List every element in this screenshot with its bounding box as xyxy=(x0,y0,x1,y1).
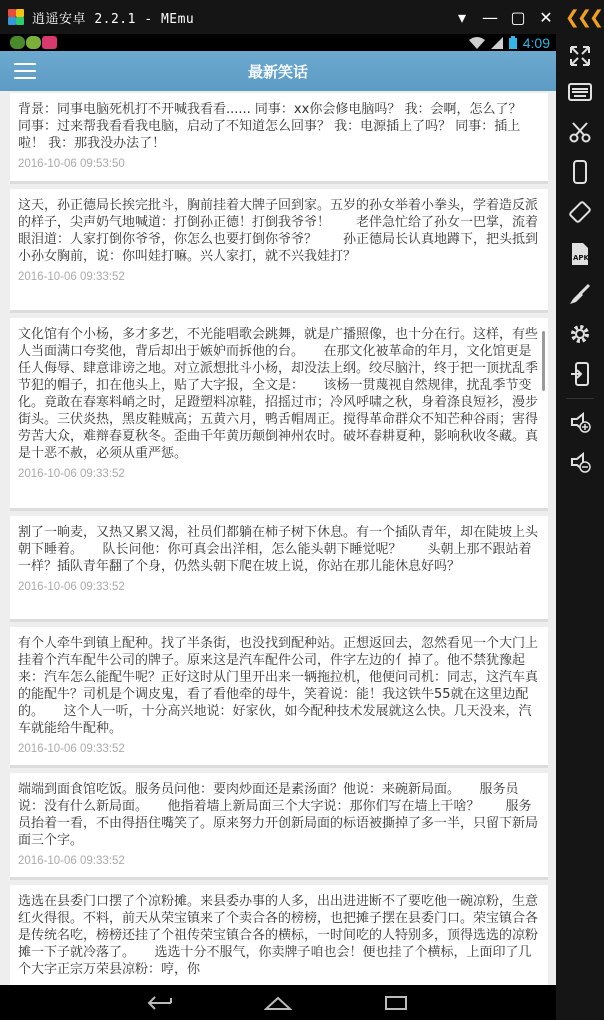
shake-icon[interactable] xyxy=(564,156,596,188)
page-title: 最新笑话 xyxy=(247,62,308,81)
maximize-icon[interactable]: ▢ xyxy=(510,7,526,27)
battery-icon xyxy=(509,36,517,49)
app-bar xyxy=(0,51,556,91)
back-icon[interactable] xyxy=(140,991,180,1015)
notification-app-icon xyxy=(10,36,25,49)
hamburger-menu-icon[interactable] xyxy=(12,60,38,82)
broom-icon[interactable] xyxy=(564,278,596,310)
apk-install-icon[interactable] xyxy=(564,238,596,270)
joke-card[interactable] xyxy=(10,885,548,985)
joke-text: 这天，孙正德局长挨完批斗，胸前挂着大牌子回到家。五岁的孙女举着小拳头，学着造反派的样子，尖声奶气地喊道：打倒孙正德！打倒我爷爷！ 老伴急忙给了孙女一巴掌，流着眼泪道：人家打倒你爷爷，你怎么也要打倒你爷爷？ 孙正德局长认真地蹲下，把头抵到小孙女胸前，说：你叫娃打嘛。兴人家打，就不兴我娃打？ xyxy=(18,198,539,264)
notification-app-icon xyxy=(26,36,41,49)
minimize-icon[interactable]: — xyxy=(482,7,498,27)
joke-timestamp: 2016-10-06 09:53:50 xyxy=(18,158,125,170)
emulator-titlebar xyxy=(0,0,604,34)
joke-card[interactable] xyxy=(10,318,548,511)
joke-text: 割了一晌麦，又热又累又渴，社员们都躺在柿子树下休息。有一个插队青年，却在陡坡上头朝下睡着。 队长问他：你可真会出洋相，怎么能头朝下睡觉呢？ 头朝上那不跟站着一样？插队青年翻了个身，仍然头朝下爬在坡上说，你站在那儿能休息好吗？ xyxy=(18,525,539,574)
joke-list[interactable] xyxy=(0,91,556,985)
collapse-sidebar-icon[interactable]: ❮❮❮ xyxy=(564,6,602,28)
emulator-toolbar xyxy=(556,34,604,1020)
scrollbar[interactable] xyxy=(542,331,545,391)
file-transfer-icon[interactable] xyxy=(564,358,596,390)
settings-icon[interactable] xyxy=(564,318,596,350)
wifi-icon xyxy=(469,37,485,49)
signal-icon xyxy=(491,37,503,49)
joke-text: 文化馆有个小杨，多才多艺，不光能唱歌会跳舞，就是广播照像，也十分在行。这样，有些人当面满口夸奖他，背后却出于嫉妒而拆他的台。 在那文化被革命的年月，文化馆更是任人侮辱、肆意诽谤之地。对立派想批斗小杨，却没法上纲。绞尽脑汁，终于把一顶扰乱季节犯的帽子，扣在他头上，贴了大字报，全文是： 该杨一贯蔑视自然规律，扰乱季节变化。竟敢在春寒料峭之时，足蹬塑料凉鞋，招摇过市；冷风呼啸之秋，身着涤良短衫，漫步街头。三伏炎热，黑皮鞋贼高；五黄六月，鸭舌帽周正。搅得革命群众不知芒种谷雨；害得劳苦大众，难辩春夏秋冬。歪曲千年黄历颠倒神州农时。破坏春耕夏种，影响秋收冬藏。真是十恶不赦，必须从重严惩。 xyxy=(18,327,539,461)
joke-timestamp: 2016-10-06 09:33:52 xyxy=(18,855,125,867)
joke-text: 有个人牵牛到镇上配种。找了半条街，也没找到配种站。正想返回去，忽然看见一个大门上挂着个汽车配牛公司的牌子。原来这是汽车配件公司，件字左边的亻掉了。他不禁犹豫起来：汽车怎么能配牛呢？正好这时从门里开出来一辆拖拉机，他便问司机：同志，这汽车真的能配牛？司机是个调皮鬼，看了看他牵的母牛，笑着说：能！我这铁牛55就在这里边配的。 这个人一听，十分高兴地说：好家伙，如今配种技术发展就这么快。几天没来，汽车就能给牛配种。 xyxy=(18,636,539,736)
volume-up-icon[interactable] xyxy=(564,406,596,438)
emulator-title: 逍遥安卓 2.2.1 - MEmu xyxy=(32,11,195,27)
svg-text:APK: APK xyxy=(573,254,589,262)
joke-timestamp: 2016-10-06 09:33:52 xyxy=(18,581,125,593)
joke-timestamp: 2016-10-06 09:33:52 xyxy=(18,468,125,480)
keyboard-icon[interactable] xyxy=(564,76,596,108)
joke-text: 背景：同事电脑死机打不开喊我看看...... 同事：xx你会修电脑吗？ 我：会啊，怎么了？ 同事：过来帮我看看我电脑，启动了不知道怎么回事？ 我：电源插上了吗？ 同事：插上啦！ 我：那我没办法了！ xyxy=(18,102,522,151)
android-screen xyxy=(0,34,556,1020)
notification-app-icon xyxy=(42,36,57,49)
screenshot-icon[interactable] xyxy=(564,116,596,148)
joke-timestamp: 2016-10-06 09:33:52 xyxy=(18,743,125,755)
close-icon[interactable]: ✕ xyxy=(539,7,553,27)
clock: 4:09 xyxy=(522,34,550,51)
joke-text: 选选在县委门口摆了个凉粉摊。来县委办事的人多，出出进进断不了要吃他一碗凉粉，生意红火得很。不料，前天从荣宝镇来了个卖合各的榜榜，也把摊子摆在县委门口。荣宝镇合各是传统名吃，榜榜还挂了个祖传荣宝镇合各的横标，一时间吃的人特别多，顶得选选的凉粉摊一下子就冷落了。 选选十分不服气，你卖牌子咱也会！便也挂了个横标，上面印了几个大字正宗万荣县凉粉：哼，你 xyxy=(18,894,539,977)
joke-card[interactable] xyxy=(10,189,548,313)
joke-card[interactable] xyxy=(10,93,548,184)
rotate-icon[interactable] xyxy=(564,196,596,228)
recent-apps-icon[interactable] xyxy=(376,991,416,1015)
memu-logo-icon xyxy=(8,9,24,25)
dropdown-icon[interactable]: ▾ xyxy=(457,7,467,27)
joke-timestamp: 2016-10-06 09:33:52 xyxy=(18,271,125,283)
toolbar-divider xyxy=(566,398,594,399)
window-controls xyxy=(448,0,560,34)
navigation-bar xyxy=(0,985,556,1020)
joke-text: 端端到面食馆吃饭。服务员问他：要肉炒面还是素汤面？他说：来碗新局面。 服务员说：没有什么新局面。 他指着墙上新局面三个大字说：那你们写在墙上干啥？ 服务员抬着一看，不由得捂住嘴笑了。原来努力开创新局面的标语被撕掉了多一半，只留下新局面三个字。 xyxy=(18,782,539,848)
volume-down-icon[interactable] xyxy=(564,446,596,478)
status-bar xyxy=(0,34,556,51)
joke-card[interactable] xyxy=(10,773,548,880)
fullscreen-icon[interactable] xyxy=(564,40,596,72)
home-icon[interactable] xyxy=(258,991,298,1015)
joke-card[interactable] xyxy=(10,627,548,768)
joke-card[interactable] xyxy=(10,516,548,622)
